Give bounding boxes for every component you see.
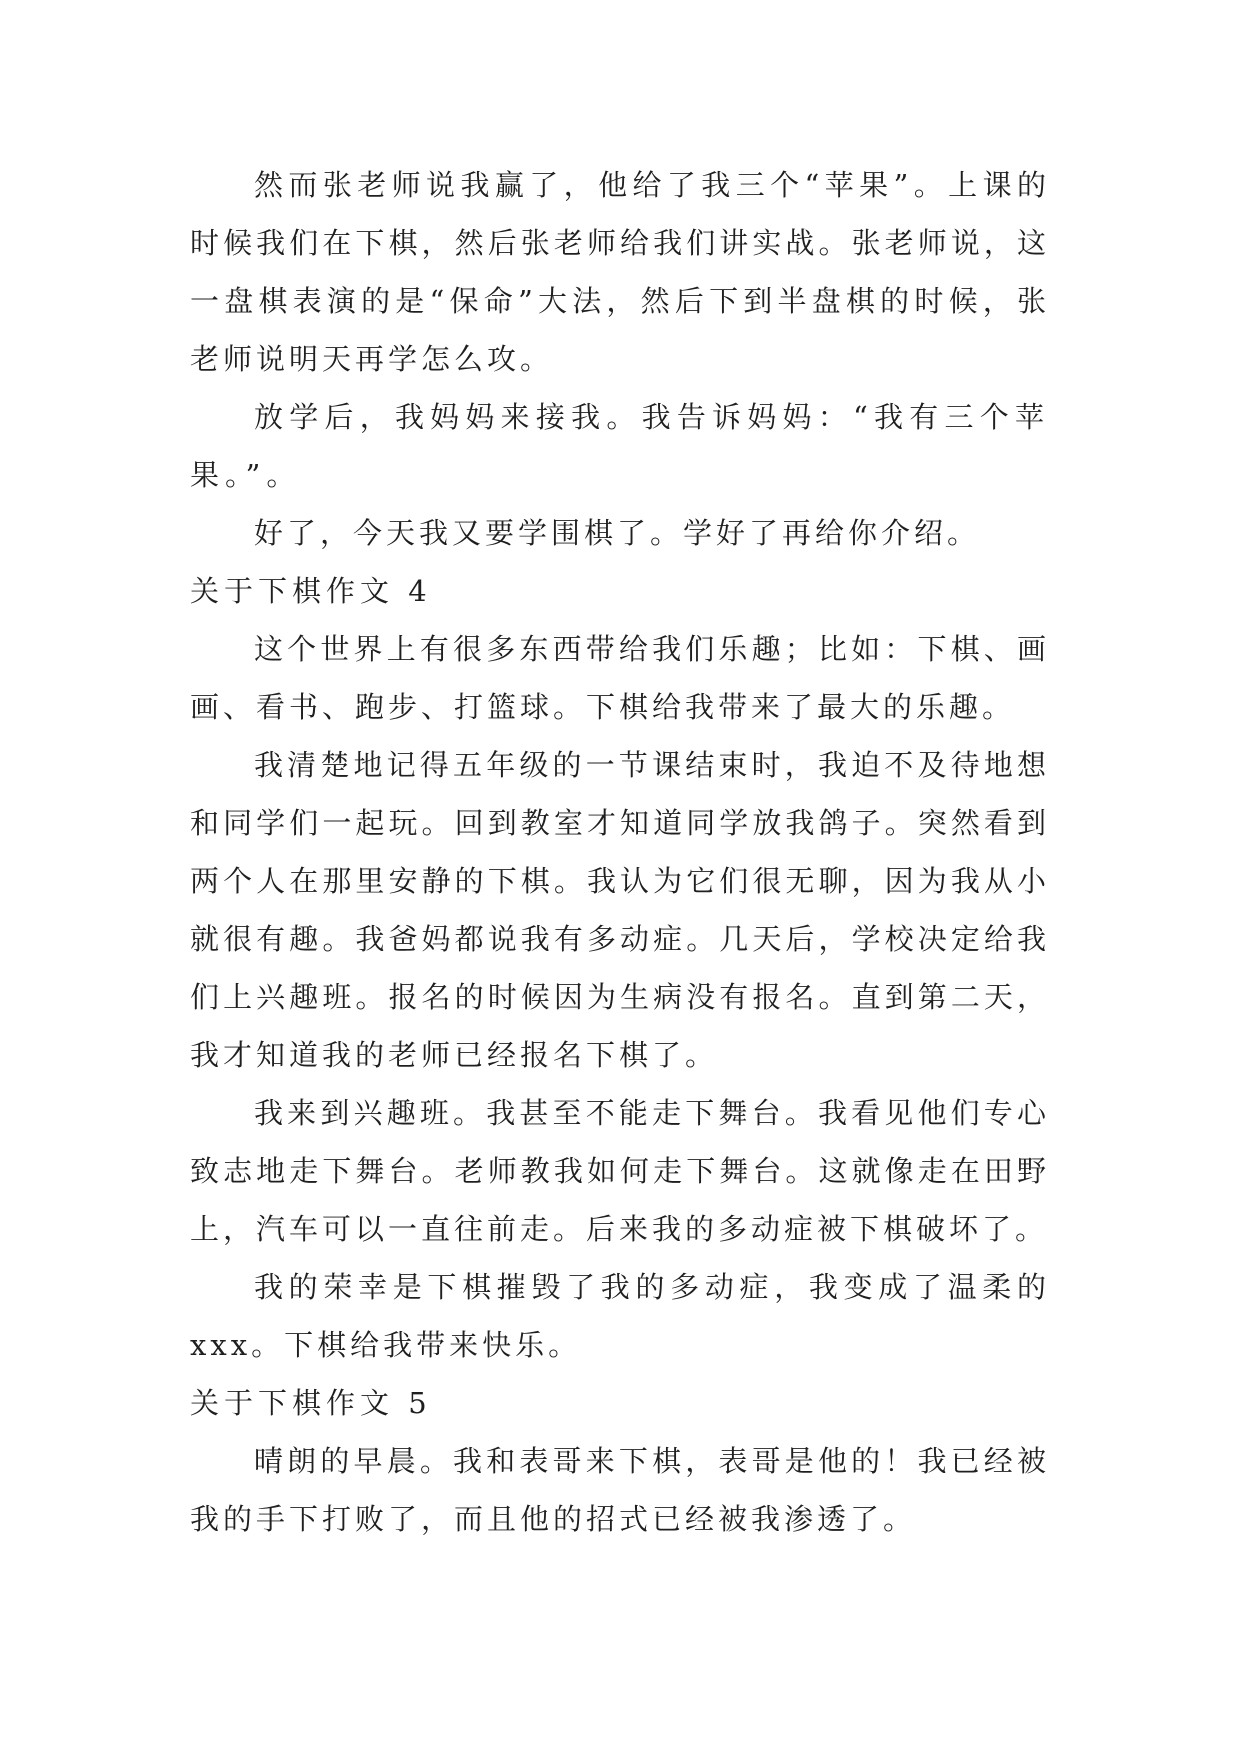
paragraph: 好了，今天我又要学围棋了。学好了再给你介绍。 bbox=[254, 516, 981, 550]
document-body bbox=[190, 156, 1050, 1548]
paragraph: 这个世界上有很多东西带给我们乐趣；比如：下棋、画画、看书、跑步、打篮球。下棋给我带来了最大的乐趣。 bbox=[190, 632, 1050, 724]
paragraph: 我的荣幸是下棋摧毁了我的多动症，我变成了温柔的xxx。下棋给我带来快乐。 bbox=[190, 1270, 1050, 1362]
paragraph: 然而张老师说我赢了，他给了我三个“苹果”。上课的时候我们在下棋，然后张老师给我们讲实战。张老师说，这一盘棋表演的是“保命”大法，然后下到半盘棋的时候，张老师说明天再学怎么攻。 bbox=[190, 168, 1050, 376]
paragraph: 我清楚地记得五年级的一节课结束时，我迫不及待地想和同学们一起玩。回到教室才知道同学放我鸽子。突然看到两个人在那里安静的下棋。我认为它们很无聊，因为我从小就很有趣。我爸妈都说我有多动症。几天后，学校决定给我们上兴趣班。报名的时候因为生病没有报名。直到第二天，我才知道我的老师已经报名下棋了。 bbox=[190, 748, 1050, 1072]
paragraph: 晴朗的早晨。我和表哥来下棋，表哥是他的！我已经被我的手下打败了，而且他的招式已经被我渗透了。 bbox=[190, 1444, 1050, 1536]
section-heading: 关于下棋作文 4 bbox=[190, 574, 432, 608]
paragraph: 我来到兴趣班。我甚至不能走下舞台。我看见他们专心致志地走下舞台。老师教我如何走下舞台。这就像走在田野上，汽车可以一直往前走。后来我的多动症被下棋破坏了。 bbox=[190, 1096, 1050, 1246]
paragraph: 放学后，我妈妈来接我。我告诉妈妈：“我有三个苹果。”。 bbox=[190, 400, 1050, 492]
section-heading: 关于下棋作文 5 bbox=[190, 1386, 432, 1420]
